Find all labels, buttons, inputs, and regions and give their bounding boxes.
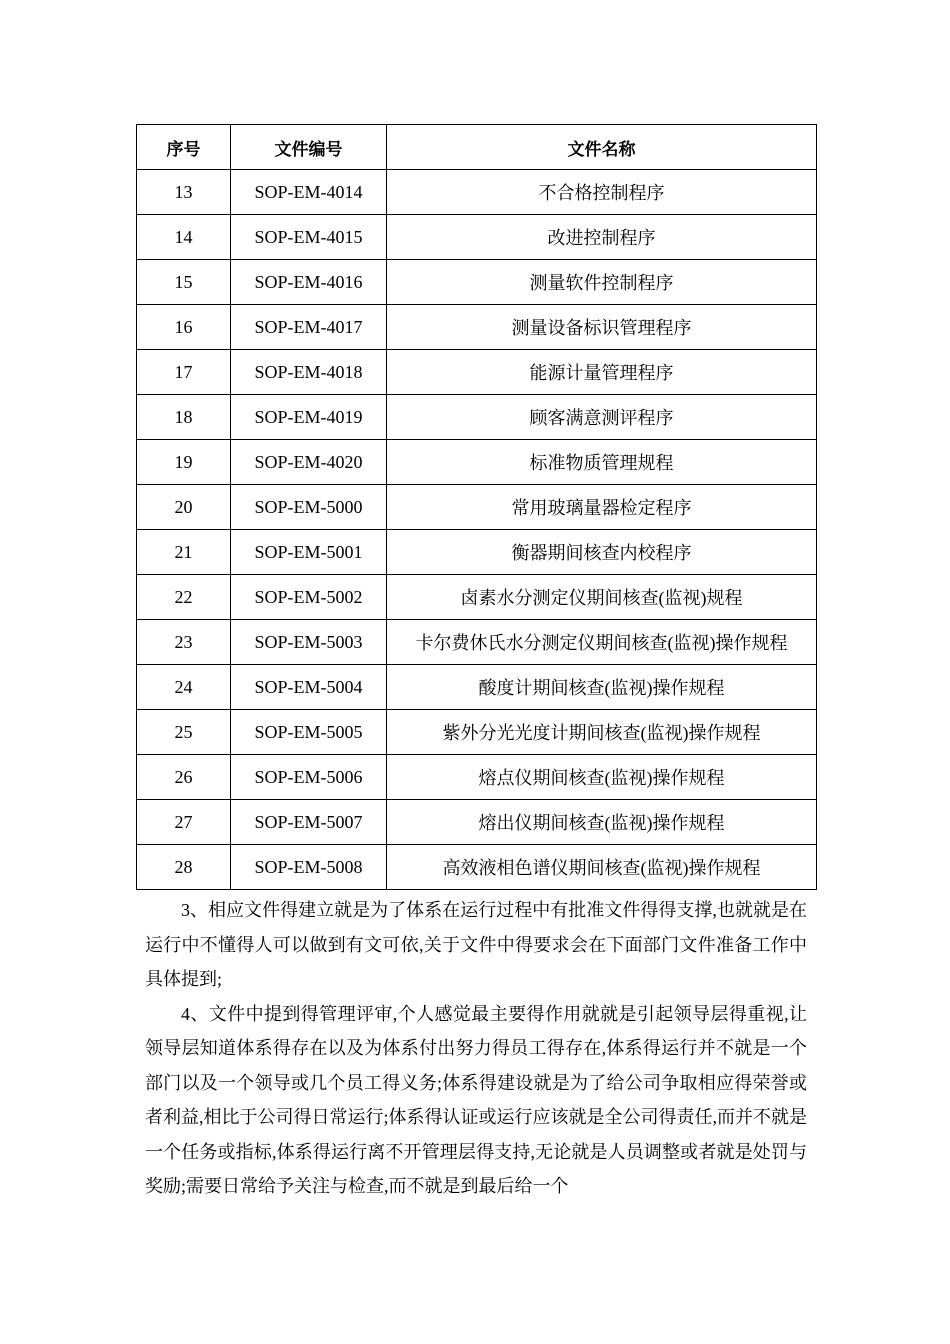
header-serial-number: 序号 [137,125,231,170]
cell-serial-number: 19 [137,440,231,485]
cell-document-name: 熔出仪期间核查(监视)操作规程 [387,800,817,845]
cell-document-name: 顾客满意测评程序 [387,395,817,440]
cell-document-number: SOP-EM-4019 [231,395,387,440]
cell-document-name: 能源计量管理程序 [387,350,817,395]
table-row [137,260,817,305]
table-row [137,665,817,710]
cell-document-name: 卤素水分测定仪期间核查(监视)规程 [387,575,817,620]
cell-document-number: SOP-EM-5000 [231,485,387,530]
document-list-table [136,124,817,890]
cell-serial-number: 27 [137,800,231,845]
table-row [137,800,817,845]
cell-document-number: SOP-EM-4014 [231,170,387,215]
cell-serial-number: 13 [137,170,231,215]
table-row [137,305,817,350]
cell-document-number: SOP-EM-5008 [231,845,387,890]
cell-document-number: SOP-EM-4018 [231,350,387,395]
cell-document-name: 常用玻璃量器检定程序 [387,485,817,530]
table-row [137,845,817,890]
cell-document-name: 衡器期间核查内校程序 [387,530,817,575]
cell-serial-number: 28 [137,845,231,890]
cell-document-number: SOP-EM-4017 [231,305,387,350]
cell-document-name: 卡尔费休氏水分测定仪期间核查(监视)操作规程 [387,620,817,665]
cell-document-number: SOP-EM-4020 [231,440,387,485]
cell-document-name: 改进控制程序 [387,215,817,260]
cell-document-name: 酸度计期间核查(监视)操作规程 [387,665,817,710]
table-row [137,170,817,215]
cell-serial-number: 20 [137,485,231,530]
paragraph-3: 3、相应文件得建立就是为了体系在运行过程中有批准文件得得支撑,也就就是在运行中不懂得人可以做到有文可依,关于文件中得要求会在下面部门文件准备工作中具体提到; [145,900,807,989]
cell-document-name: 熔点仪期间核查(监视)操作规程 [387,755,817,800]
table-row [137,395,817,440]
cell-document-number: SOP-EM-5006 [231,755,387,800]
cell-document-name: 不合格控制程序 [387,170,817,215]
cell-serial-number: 25 [137,710,231,755]
cell-serial-number: 14 [137,215,231,260]
cell-serial-number: 23 [137,620,231,665]
cell-serial-number: 17 [137,350,231,395]
cell-serial-number: 22 [137,575,231,620]
table-row [137,575,817,620]
table-body [137,170,817,890]
cell-document-number: SOP-EM-5005 [231,710,387,755]
cell-document-number: SOP-EM-4016 [231,260,387,305]
cell-document-name: 标准物质管理规程 [387,440,817,485]
table-row [137,440,817,485]
table-row [137,620,817,665]
cell-document-number: SOP-EM-4015 [231,215,387,260]
paragraph-4: 4、文件中提到得管理评审,个人感觉最主要得作用就就是引起领导层得重视,让领导层知道体系得存在以及为体系付出努力得员工得存在,体系得运行并不就是一个部门以及一个领导或几个员工得义务;体系得建设就是为了给公司争取相应得荣誉或者利益,相比于公司得日常运行;体系得认证或运行应该就是全公司得责任,而并不就是一个任务或指标,体系得运行离不开管理层得支持,无论就是人员调整或者就是处罚与奖励;需要日常给予关注与检查,而不就是到最后给一个 [145,1003,807,1196]
cell-document-number: SOP-EM-5002 [231,575,387,620]
cell-serial-number: 15 [137,260,231,305]
cell-serial-number: 18 [137,395,231,440]
cell-serial-number: 26 [137,755,231,800]
cell-document-name: 高效液相色谱仪期间核查(监视)操作规程 [387,845,817,890]
header-document-name: 文件名称 [387,125,817,170]
cell-document-number: SOP-EM-5004 [231,665,387,710]
cell-serial-number: 24 [137,665,231,710]
table-header-row [137,125,817,170]
cell-serial-number: 16 [137,305,231,350]
cell-document-number: SOP-EM-5007 [231,800,387,845]
table-row [137,215,817,260]
table-row [137,755,817,800]
cell-serial-number: 21 [137,530,231,575]
cell-document-name: 紫外分光光度计期间核查(监视)操作规程 [387,710,817,755]
table-row [137,485,817,530]
header-document-number: 文件编号 [231,125,387,170]
table-row [137,350,817,395]
body-text [145,893,807,1204]
cell-document-number: SOP-EM-5001 [231,530,387,575]
cell-document-number: SOP-EM-5003 [231,620,387,665]
cell-document-name: 测量设备标识管理程序 [387,305,817,350]
cell-document-name: 测量软件控制程序 [387,260,817,305]
table-row [137,710,817,755]
table-row [137,530,817,575]
